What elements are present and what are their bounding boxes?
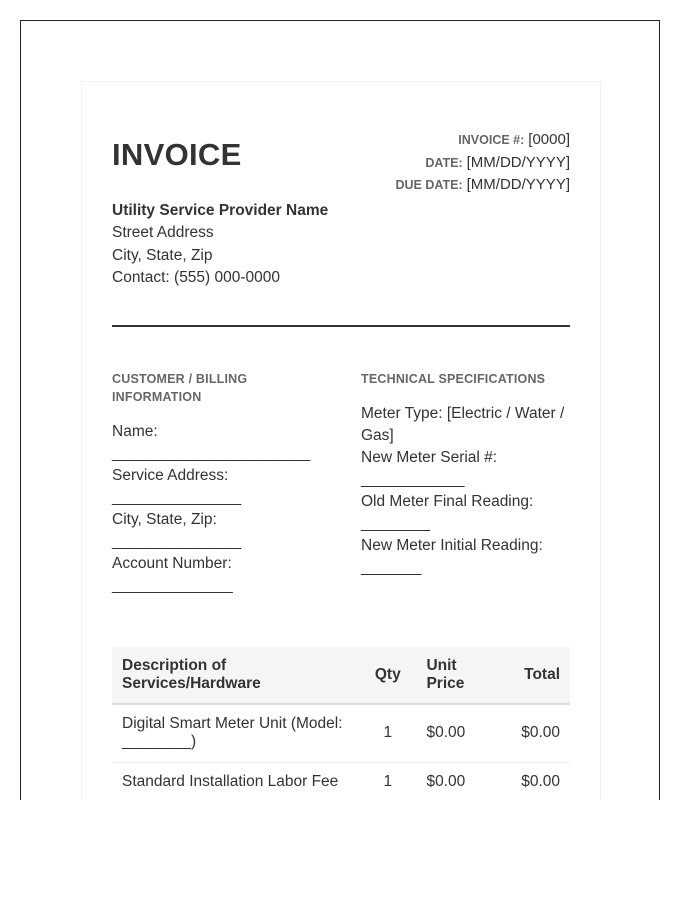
invoice-due-date-value: [MM/DD/YYYY] bbox=[466, 176, 570, 193]
table-header-row bbox=[112, 647, 570, 704]
table-row bbox=[112, 704, 570, 762]
invoice-number-value: [0000] bbox=[528, 131, 570, 148]
row-qty: 1 bbox=[359, 762, 416, 800]
provider-block bbox=[112, 200, 328, 290]
provider-street: Street Address bbox=[112, 224, 214, 242]
header-divider bbox=[112, 325, 570, 327]
row-qty: 1 bbox=[359, 704, 416, 762]
old-meter-reading-field bbox=[361, 491, 571, 535]
line-items-table bbox=[112, 647, 570, 800]
technical-section bbox=[361, 370, 571, 579]
row-unit-price: $0.00 bbox=[416, 704, 494, 762]
invoice-title: INVOICE bbox=[112, 137, 242, 172]
row-total: $0.00 bbox=[494, 762, 570, 800]
invoice-date-value: [MM/DD/YYYY] bbox=[466, 153, 570, 171]
row-description: Digital Smart Meter Unit (Model: ________) bbox=[112, 704, 359, 762]
customer-address-blank: _______________ bbox=[112, 489, 242, 506]
customer-account-field bbox=[112, 553, 322, 597]
invoice-number-row bbox=[396, 129, 571, 152]
new-meter-serial-label: New Meter Serial #: bbox=[361, 449, 498, 466]
header-qty: Qty bbox=[359, 647, 416, 704]
page-frame bbox=[20, 20, 660, 800]
new-meter-reading-field bbox=[361, 535, 571, 579]
customer-address-field bbox=[112, 465, 322, 509]
row-unit-price: $0.00 bbox=[416, 762, 494, 800]
new-meter-serial-blank: ____________ bbox=[361, 471, 465, 488]
table-row bbox=[112, 762, 570, 800]
new-meter-reading-label: New Meter Initial Reading: bbox=[361, 537, 543, 554]
customer-name-field bbox=[112, 421, 322, 465]
invoice-number-label: INVOICE #: bbox=[458, 133, 525, 147]
invoice-due-date-row bbox=[396, 174, 571, 197]
customer-city-field bbox=[112, 509, 322, 553]
invoice-document bbox=[81, 81, 601, 800]
customer-city-label: City, State, Zip: bbox=[112, 511, 217, 528]
row-description: Standard Installation Labor Fee bbox=[112, 762, 359, 800]
customer-city-blank: _______________ bbox=[112, 533, 242, 550]
customer-section bbox=[112, 370, 322, 597]
provider-city: City, State, Zip bbox=[112, 246, 213, 264]
technical-heading: TECHNICAL SPECIFICATIONS bbox=[361, 372, 546, 386]
provider-contact: Contact: (555) 000-0000 bbox=[112, 269, 281, 287]
meter-type-label: Meter Type: [Electric / Water / Gas] bbox=[361, 405, 565, 444]
row-total: $0.00 bbox=[494, 704, 570, 762]
invoice-date-label: DATE: bbox=[425, 155, 463, 170]
new-meter-serial-field bbox=[361, 447, 571, 491]
customer-address-label: Service Address: bbox=[112, 467, 229, 484]
customer-account-label: Account Number: bbox=[112, 555, 232, 572]
customer-account-blank: ______________ bbox=[112, 577, 233, 594]
header-description: Description of Services/Hardware bbox=[112, 647, 359, 704]
customer-name-blank: _______________________ bbox=[112, 445, 311, 462]
invoice-meta bbox=[396, 129, 571, 197]
invoice-due-date-label: DUE DATE: bbox=[395, 178, 463, 192]
customer-name-label: Name: bbox=[112, 423, 158, 440]
provider-name: Utility Service Provider Name bbox=[112, 202, 329, 219]
old-meter-reading-label: Old Meter Final Reading: bbox=[361, 493, 534, 510]
meter-type-field bbox=[361, 403, 571, 447]
new-meter-reading-blank: _______ bbox=[361, 559, 422, 576]
invoice-date-row bbox=[396, 152, 571, 175]
customer-heading: CUSTOMER / BILLING INFORMATION bbox=[112, 372, 248, 404]
old-meter-reading-blank: ________ bbox=[361, 515, 430, 532]
header-total: Total bbox=[494, 647, 570, 704]
header-unit-price: Unit Price bbox=[416, 647, 494, 704]
